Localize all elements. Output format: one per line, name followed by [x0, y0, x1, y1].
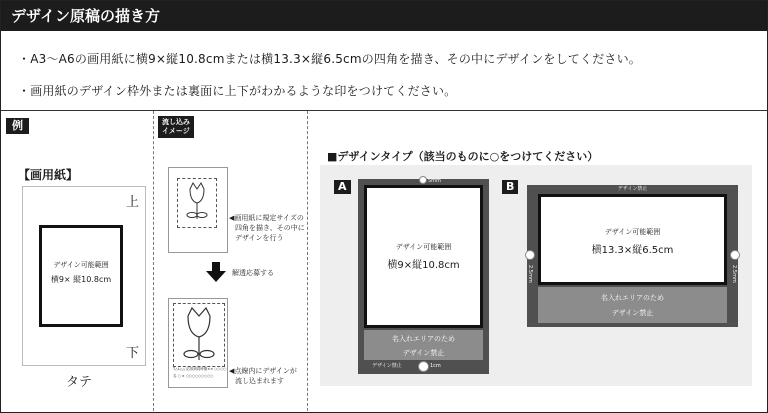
flow-note-1 [229, 213, 305, 243]
type-b-area-size: 横13.3×縦6.5cm [591, 245, 674, 256]
type-a-design-area [364, 185, 483, 328]
tulip-large-icon [174, 304, 224, 366]
flow-paper-2 [168, 298, 228, 388]
flow-tag-line1: 流し込み [162, 118, 190, 126]
instruction-2: ・画用紙のデザイン枠外または裏面に上下がわかるような印をつけてください。 [18, 84, 457, 98]
orientation-label: タテ [66, 375, 93, 390]
down-arrow-icon [206, 262, 226, 282]
type-b-frame [527, 185, 738, 327]
design-type-heading: ■デザインタイプ（該当のものに○をつけてください） [327, 150, 599, 163]
type-b-label: B [502, 180, 518, 194]
type-b-name-line1: 名入れエリアのため [601, 294, 664, 302]
type-a-frame [358, 179, 489, 374]
flow-dashed-box-1 [177, 178, 217, 228]
flow-arrow-label: 解透応募する [232, 269, 274, 277]
column-divider-1 [153, 111, 154, 411]
type-a-name-line2: デザイン禁止 [402, 349, 445, 357]
type-a-bottom-margin: 1cm [430, 363, 441, 369]
drawing-paper [22, 186, 146, 366]
type-b-name-line2: デザイン禁止 [611, 309, 654, 317]
flow-note-1-line2: 四角を描き、その中に [235, 224, 305, 232]
type-a-name-area [364, 330, 483, 360]
flow-dashed-box-2 [173, 303, 225, 367]
area-label: デザイン可能範囲 [53, 261, 109, 269]
flow-note-2-line1: ◀点線内にデザインが [229, 367, 297, 375]
type-a-bottom-circle [418, 361, 429, 372]
paper-label: 【画用紙】 [18, 168, 79, 182]
example-tag: 例 [6, 118, 29, 134]
page-title: デザイン原稿の描き方 [1, 1, 767, 31]
flow-tag [158, 116, 194, 138]
flow-note-2-line2: 流し込まれます [235, 377, 284, 385]
flow-paper-1 [168, 167, 228, 253]
type-a-area-label: デザイン可能範囲 [395, 243, 452, 251]
bottom-mark: 下 [125, 346, 139, 361]
flow-tiny-text-2: 名 ○ × ○○○○○○○○○ [173, 374, 214, 378]
instruction-1: ・A3～A6の画用紙に横9×縦10.8cmまたは横13.3×縦6.5cmの四角を描き、その中にデザインをしてください。 [18, 52, 642, 66]
top-mark: 上 [125, 195, 139, 210]
flow-note-2 [229, 366, 297, 386]
flow-tag-line2: イメージ [162, 127, 190, 135]
type-a-top-margin: 5mm [428, 178, 441, 184]
flow-note-1-line3: デザインを行う [235, 234, 284, 242]
type-b-top-text: デザイン禁止 [617, 186, 648, 192]
type-b-name-area [538, 287, 727, 323]
column-divider-2 [307, 111, 308, 411]
type-b-left-circle [525, 250, 535, 260]
type-a-area-size: 横9×縦10.8cm [387, 260, 460, 271]
tulip-icon [178, 179, 216, 227]
type-b-design-area [538, 194, 727, 285]
type-b-right-circle [730, 250, 740, 260]
type-a-name-line1: 名入れエリアのため [392, 335, 455, 343]
type-b-area-label: デザイン可能範囲 [604, 228, 661, 236]
flow-note-1-line1: ◀画用紙に規定サイズの [229, 214, 304, 222]
type-b-right-margin: 2.5mm [731, 265, 737, 283]
type-b-left-margin: 2.5mm [527, 265, 533, 283]
type-a-top-circle [419, 176, 427, 184]
type-a-bottom-text: デザイン禁止 [372, 363, 402, 369]
section-divider [1, 110, 767, 111]
flow-tiny-text-1: T△L△△ 応募到同時期×× ○○○○ [173, 367, 227, 371]
area-size: 横9× 縦10.8cm [50, 275, 112, 284]
type-a-label: A [334, 180, 351, 194]
design-area-box [39, 225, 123, 327]
